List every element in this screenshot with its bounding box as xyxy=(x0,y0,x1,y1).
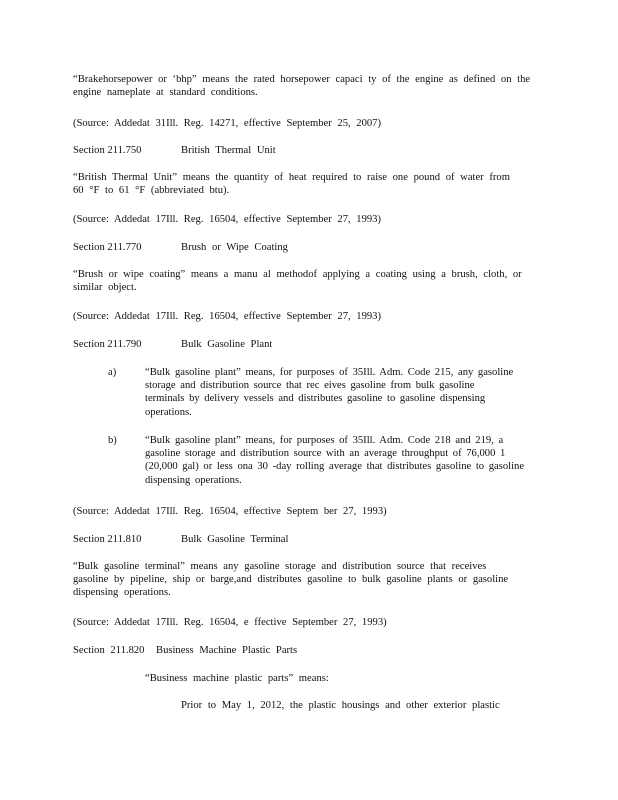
section-number: Section 211.820 xyxy=(73,645,145,656)
section-title: Business Machine Plastic Parts xyxy=(156,645,298,656)
source-citation: (Source: Addedat 17Ill. Reg. 16504, effective Septem ber 27, 1993) xyxy=(73,506,387,517)
list-item-letter: a) xyxy=(108,367,117,378)
brush-coating-definition: “Brush or wipe coating” means a manu al methodof applying a coating using a brush, cloth, or similar object. xyxy=(73,269,522,294)
bhp-definition: “Brakehorsepower or ‘bhp” means the rated horsepower capaci ty of the engine as defined on the engine nameplate at standard conditions. xyxy=(73,74,531,99)
section-number: Section 211.770 xyxy=(73,242,142,253)
source-citation: (Source: Addedat 31Ill. Reg. 14271, effective September 25, 2007) xyxy=(73,118,381,129)
section-number: Section 211.810 xyxy=(73,534,142,545)
section-number: Section 211.790 xyxy=(73,339,142,350)
source-citation: (Source: Addedat 17Ill. Reg. 16504, effective September 27, 1993) xyxy=(73,311,381,322)
bulk-gasoline-plant-definition-b: “Bulk gasoline plant” means, for purposes of 35Ill. Adm. Code 218 and 219, a gasoline storage and distribution source with an average throughput of 76,000 1 (20,000 gal) or less ona 30 -day rolling average that distributes gasoline to gasoline dispensing operations. xyxy=(145,435,525,486)
business-machine-plastic-parts-lead: “Business machine plastic parts” means: xyxy=(145,673,329,684)
section-number: Section 211.750 xyxy=(73,145,142,156)
section-title: Bulk Gasoline Terminal xyxy=(181,534,289,545)
section-title: Brush or Wipe Coating xyxy=(181,242,288,253)
source-citation: (Source: Addedat 17Ill. Reg. 16504, e ffective September 27, 1993) xyxy=(73,617,387,628)
bulk-gasoline-terminal-definition: “Bulk gasoline terminal” means any gasoline storage and distribution source that receives gasoline by pipeline, ship or barge,and distributes gasoline to bulk gasoline plants or gasoline dispensing operations. xyxy=(73,561,509,599)
section-title: British Thermal Unit xyxy=(181,145,276,156)
btu-definition: “British Thermal Unit” means the quantity of heat required to raise one pound of water from 60 °F to 61 °F (abbreviated btu). xyxy=(73,172,510,197)
bulk-gasoline-plant-definition-a: “Bulk gasoline plant” means, for purposes of 35Ill. Adm. Code 215, any gasoline storage and distribution source that rec eives gasoline from bulk gasoline terminals by delivery vessels and distributes gasoline to gasoline dispensing operations. xyxy=(145,367,514,418)
section-title: Bulk Gasoline Plant xyxy=(181,339,273,350)
source-citation: (Source: Addedat 17Ill. Reg. 16504, effective September 27, 1993) xyxy=(73,214,381,225)
list-item-letter: b) xyxy=(108,435,117,446)
business-machine-plastic-parts-text: Prior to May 1, 2012, the plastic housings and other exterior plastic xyxy=(181,700,500,711)
